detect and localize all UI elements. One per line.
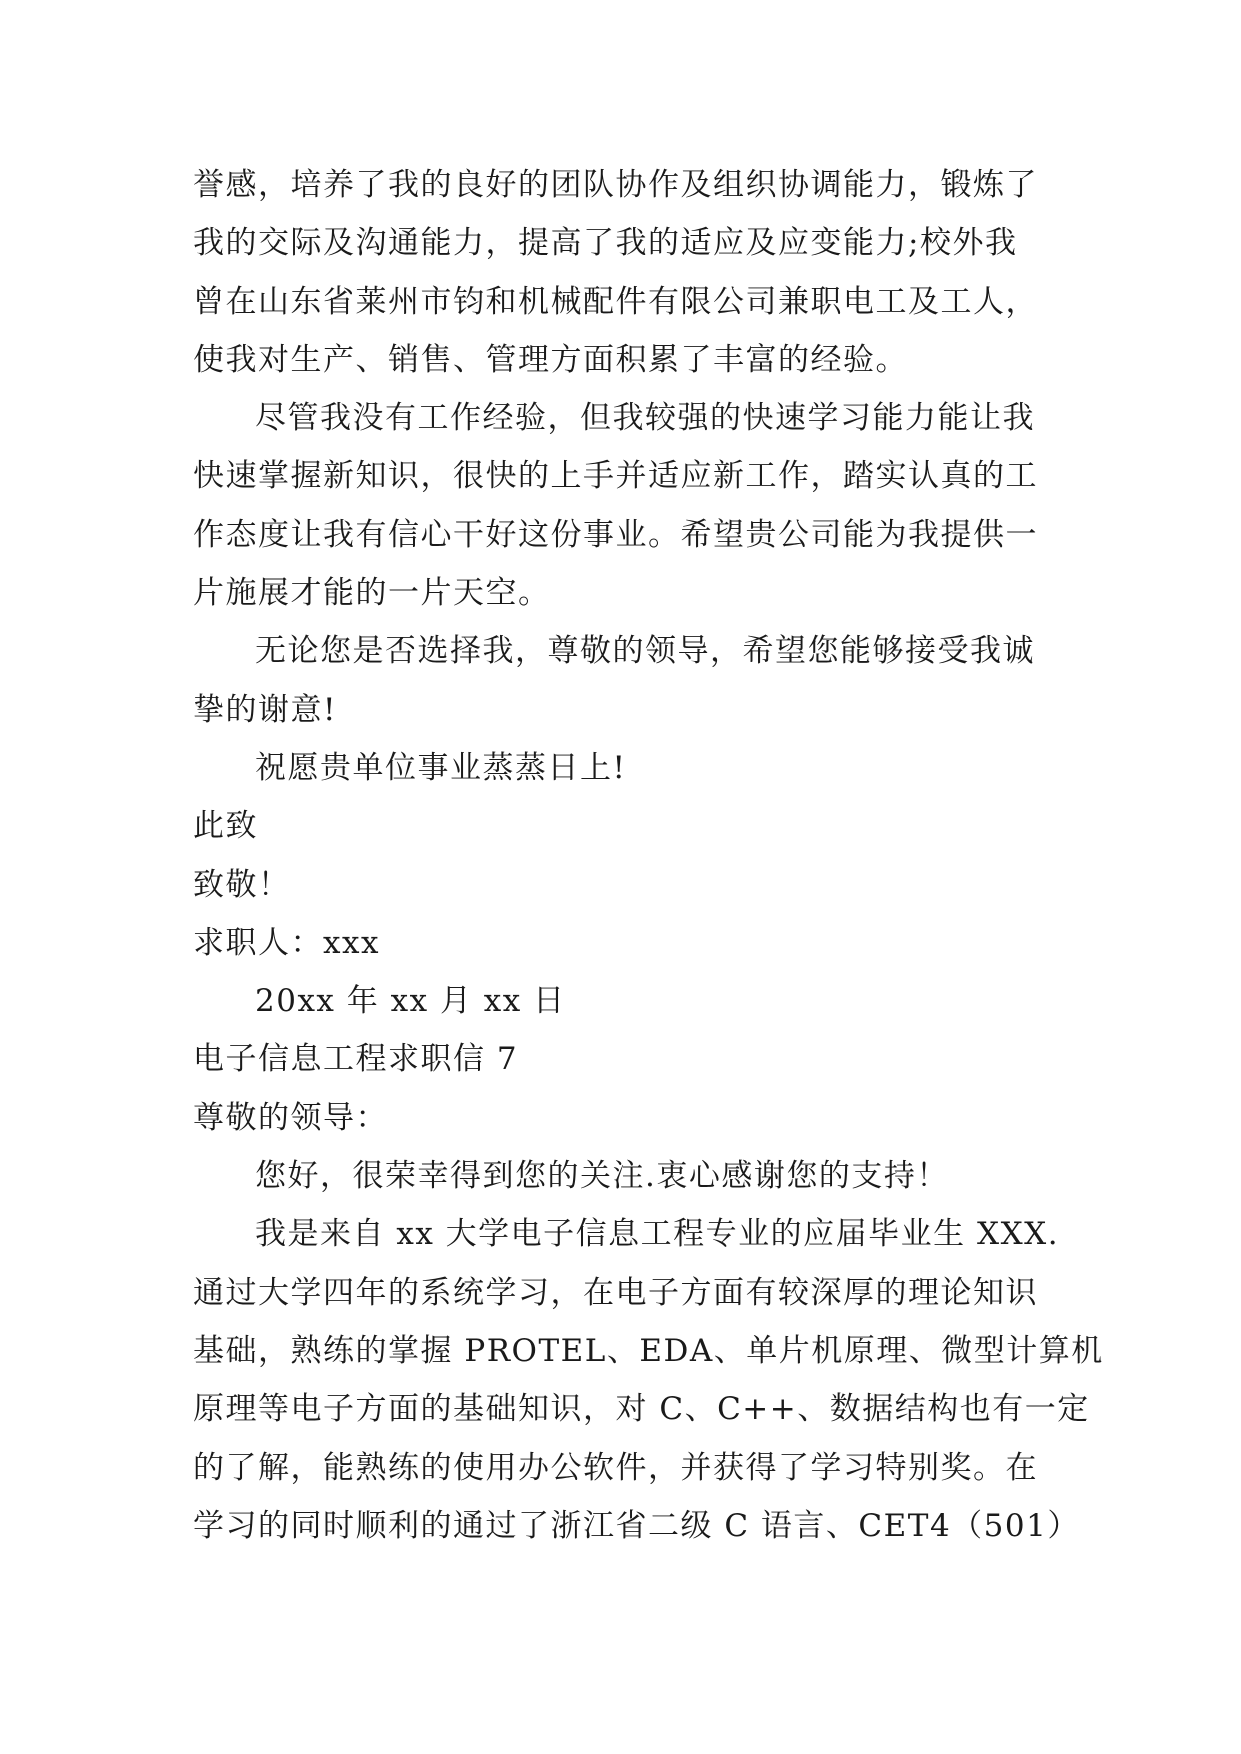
letter-body [193, 156, 1104, 1555]
date-line: 20xx 年 xx 月 xx 日 [255, 983, 566, 1020]
text-line: 挚的谢意! [193, 691, 337, 728]
paragraph-start-line: 您好，很荣幸得到您的关注.衷心感谢您的支持！ [255, 1158, 949, 1195]
closing-wish: 祝愿贵单位事业蒸蒸日上! [255, 749, 627, 786]
signature-line: 求职人：xxx [193, 924, 380, 961]
paragraph-start-line: 无论您是否选择我，尊敬的领导，希望您能够接受我诚 [255, 633, 1035, 670]
text-line: 原理等电子方面的基础知识，对 C、C++、数据结构也有一定 [193, 1391, 1090, 1428]
paragraph-start-line: 我是来自 xx 大学电子信息工程专业的应届毕业生 XXX. [255, 1216, 1060, 1253]
text-line: 通过大学四年的系统学习，在电子方面有较深厚的理论知识 [193, 1274, 1038, 1311]
salutation-respect: 致敬！ [193, 866, 291, 903]
text-line: 的了解，能熟练的使用办公软件，并获得了学习特别奖。在 [193, 1449, 1038, 1486]
greeting-line: 尊敬的领导： [193, 1099, 388, 1136]
text-line: 快速掌握新知识，很快的上手并适应新工作，踏实认真的工 [193, 458, 1038, 495]
text-line: 学习的同时顺利的通过了浙江省二级 C 语言、CET4（501） [193, 1507, 1080, 1544]
text-line: 片施展才能的一片天空。 [193, 575, 551, 612]
section-title: 电子信息工程求职信 7 [193, 1041, 519, 1078]
text-line: 誉感，培养了我的良好的团队协作及组织协调能力，锻炼了 [193, 167, 1038, 203]
text-line: 曾在山东省莱州市钧和机械配件有限公司兼职电工及工人， [193, 283, 1038, 320]
salutation-closing: 此致 [193, 808, 258, 845]
text-line: 我的交际及沟通能力，提高了我的适应及应变能力;校外我 [193, 225, 1018, 262]
paragraph-start-line: 尽管我没有工作经验，但我较强的快速学习能力能让我 [255, 400, 1035, 437]
text-line: 使我对生产、销售、管理方面积累了丰富的经验。 [193, 341, 908, 378]
text-line: 基础，熟练的掌握 PROTEL、EDA、单片机原理、微型计算机 [193, 1332, 1104, 1369]
text-line: 作态度让我有信心干好这份事业。希望贵公司能为我提供一 [193, 516, 1038, 553]
